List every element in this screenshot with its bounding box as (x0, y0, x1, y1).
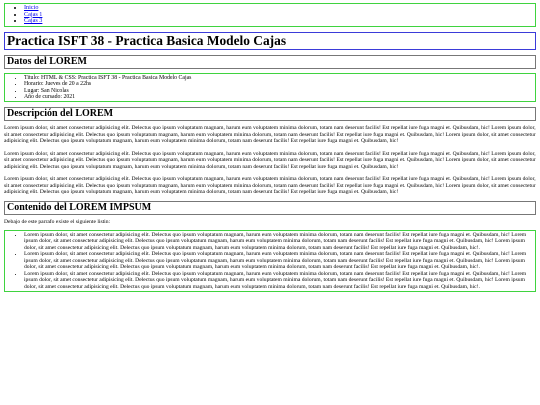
contenido-heading: Contenido del LOREM IMPSUM (4, 201, 536, 215)
list-item: • Lorem ipsum dolor, sit amet consectetur adipisicing elit. Delectus quo ipsum voluptatum magnam, harum eum voluptatem minima dolorum, totam nam deserunt facilis! Est repellat iure fuga magni et. Quibusdam, hic! Lorem ipsum dolor, sit amet consectetur adipisicing elit. Delectus quo ipsum voluptatum magnam, harum eum voluptatem minima dolorum, totam nam deserunt facilis! Est repellat iure fuga magni et. Quibusdam, hic! Lorem ipsum dolor, sit amet consectetur adipisicing elit. Delectus quo ipsum voluptatum magnam, harum eum voluptatem minima dolorum, totam nam deserunt facilis! Est repellat iure fuga magni et. Quibusdam, hic!. (24, 271, 533, 290)
nav-item-cajas-3 (24, 18, 535, 25)
datos-item-lugar: • Lugar: San Nicolas (24, 88, 535, 94)
descripcion-paragraph-1: Lorem ipsum dolor, sit amet consectetur adipisicing elit. Delectus quo ipsum voluptatum magnam, harum eum voluptatem minima dolorum, totam nam deserunt facilis! Est repellat iure fuga magni et. Quibusdam, hic! Lorem ipsum dolor, sit amet consectetur adipisicing elit. Delectus quo ipsum voluptatum magnam, harum eum voluptatem minima dolorum, totam nam deserunt facilis! Est repellat iure fuga magni et. Quibusdam, hic! Lorem ipsum dolor, sit amet consectetur adipisicing elit. Delectus quo ipsum voluptatum magnam, harum eum voluptatem minima dolorum, totam nam deserunt facilis! Est repellat iure fuga magni et. Quibusdam, hic! (4, 125, 536, 145)
nav-list (21, 5, 535, 25)
nav-link-cajas-1[interactable]: Cajas 1 (24, 10, 43, 18)
contenido-intro: Debajo de este parrafo existe el siguiente listin: (4, 219, 111, 226)
nav-item-inicio (24, 5, 535, 12)
contenido-box (4, 230, 536, 292)
page-title: Practica ISFT 38 - Practica Basica Modelo Cajas (4, 32, 536, 50)
contenido-list (21, 232, 533, 290)
datos-item-anio: • Año de cursado: 2021 (24, 94, 535, 100)
list-item: • Lorem ipsum dolor, sit amet consectetur adipisicing elit. Delectus quo ipsum voluptatum magnam, harum eum voluptatem minima dolorum, totam nam deserunt facilis! Est repellat iure fuga magni et. Quibusdam, hic! Lorem ipsum dolor, sit amet consectetur adipisicing elit. Delectus quo ipsum voluptatum magnam, harum eum voluptatem minima dolorum, totam nam deserunt facilis! Est repellat iure fuga magni et. Quibusdam, hic! Lorem ipsum dolor, sit amet consectetur adipisicing elit. Delectus quo ipsum voluptatum magnam, harum eum voluptatem minima dolorum, totam nam deserunt facilis! Est repellat iure fuga magni et. Quibusdam, hic!. (24, 251, 533, 270)
nav-menu (4, 3, 536, 27)
datos-item-horario: • Horario: Jueves de 20 a 22hs (24, 81, 535, 87)
nav-item-cajas-1 (24, 12, 535, 19)
datos-list (21, 75, 535, 101)
list-item: • Lorem ipsum dolor, sit amet consectetur adipisicing elit. Delectus quo ipsum voluptatum magnam, harum eum voluptatem minima dolorum, totam nam deserunt facilis! Est repellat iure fuga magni et. Quibusdam, hic! Lorem ipsum dolor, sit amet consectetur adipisicing elit. Delectus quo ipsum voluptatum magnam, harum eum voluptatem minima dolorum, totam nam deserunt facilis! Est repellat iure fuga magni et. Quibusdam, hic! Lorem ipsum dolor, sit amet consectetur adipisicing elit. Delectus quo ipsum voluptatum magnam, harum eum voluptatem minima dolorum, totam nam deserunt facilis! Est repellat iure fuga magni et. Quibusdam, hic!. (24, 232, 533, 251)
descripcion-heading: Descripción del LOREM (4, 107, 536, 121)
datos-heading: Datos del LOREM (4, 55, 536, 69)
descripcion-paragraph-2: Lorem ipsum dolor, sit amet consectetur adipisicing elit. Delectus quo ipsum voluptatum magnam, harum eum voluptatem minima dolorum, totam nam deserunt facilis! Est repellat iure fuga magni et. Quibusdam, hic! Lorem ipsum dolor, sit amet consectetur adipisicing elit. Delectus quo ipsum voluptatum magnam, harum eum voluptatem minima dolorum, totam nam deserunt facilis! Est repellat iure fuga magni et. Quibusdam, hic! Lorem ipsum dolor, sit amet consectetur adipisicing elit. Delectus quo ipsum voluptatum magnam, harum eum voluptatem minima dolorum, totam nam deserunt facilis! Est repellat iure fuga magni et. Quibusdam, hic! (4, 150, 536, 170)
datos-box (4, 73, 536, 103)
descripcion-paragraph-3: Lorem ipsum dolor, sit amet consectetur adipisicing elit. Delectus quo ipsum voluptatum magnam, harum eum voluptatem minima dolorum, totam nam deserunt facilis! Est repellat iure fuga magni et. Quibusdam, hic! Lorem ipsum dolor, sit amet consectetur adipisicing elit. Delectus quo ipsum voluptatum magnam, harum eum voluptatem minima dolorum, totam nam deserunt facilis! Est repellat iure fuga magni et. Quibusdam, hic! Lorem ipsum dolor, sit amet consectetur adipisicing elit. Delectus quo ipsum voluptatum magnam, harum eum voluptatem minima dolorum, totam nam deserunt facilis! Est repellat iure fuga magni et. Quibusdam, hic! (4, 176, 536, 196)
nav-link-cajas-3[interactable]: Cajas 3 (24, 17, 43, 25)
nav-link-inicio[interactable]: Inicio (24, 4, 39, 11)
datos-item-titulo: • Titulo: HTML & CSS: Practica ISFT 38 - Practica Basica Modelo Cajas (24, 75, 535, 81)
